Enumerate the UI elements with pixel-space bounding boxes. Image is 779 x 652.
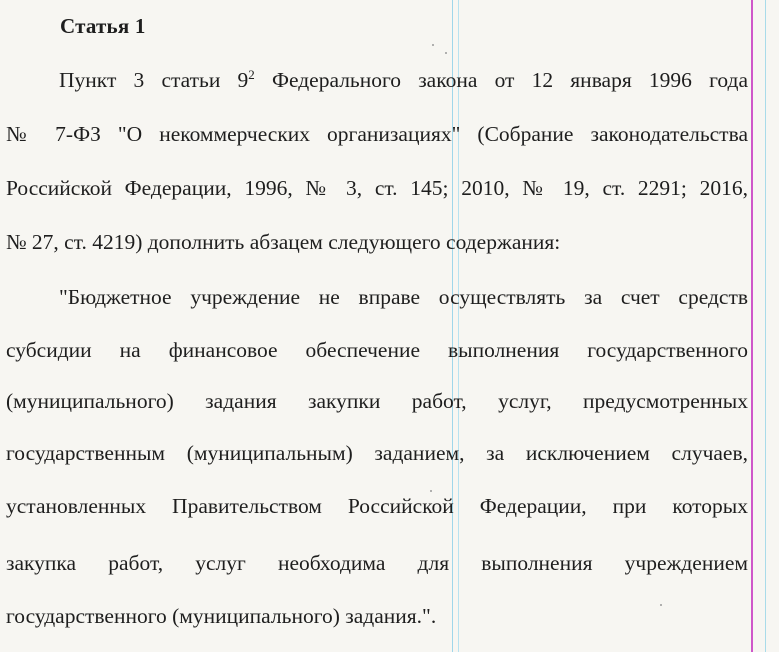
paragraph-2-line-1: "Бюджетное учреждение не вправе осуществлять за счет средств	[59, 285, 748, 309]
paragraph-1-line-1	[59, 67, 748, 96]
article-heading: Статья 1	[60, 14, 146, 38]
scan-speck	[432, 44, 434, 46]
superscript: 2	[248, 67, 255, 82]
scan-vertical-line	[765, 0, 766, 652]
paragraph-2-line-2: субсидии на финансовое обеспечение выполнения государственного	[6, 338, 748, 362]
paragraph-1-line-4: № 27, ст. 4219) дополнить абзацем следующего содержания:	[6, 230, 561, 254]
paragraph-2-line-4: государственным (муниципальным) заданием, за исключением случаев,	[6, 441, 748, 465]
paragraph-2-line-7: государственного (муниципального) задания.".	[6, 604, 437, 628]
text-fragment: Федерального закона от 12 января 1996 года	[254, 68, 748, 92]
text-fragment: Пункт 3 статьи 9	[59, 68, 249, 92]
paragraph-2-line-6: закупка работ, услуг необходима для выполнения учреждением	[6, 551, 748, 575]
margin-line	[751, 0, 753, 652]
scan-speck	[430, 490, 432, 492]
paragraph-2-line-3: (муниципального) задания закупки работ, услуг, предусмотренных	[6, 389, 748, 413]
paragraph-1-line-2: № 7-ФЗ "О некоммерческих организациях" (Собрание законодательства	[6, 122, 748, 146]
paragraph-1-line-3: Российской Федерации, 1996, № 3, ст. 145; 2010, № 19, ст. 2291; 2016,	[6, 176, 748, 200]
paragraph-2-line-5: установленных Правительством Российской Федерации, при которых	[6, 494, 748, 518]
scan-speck	[445, 52, 447, 54]
